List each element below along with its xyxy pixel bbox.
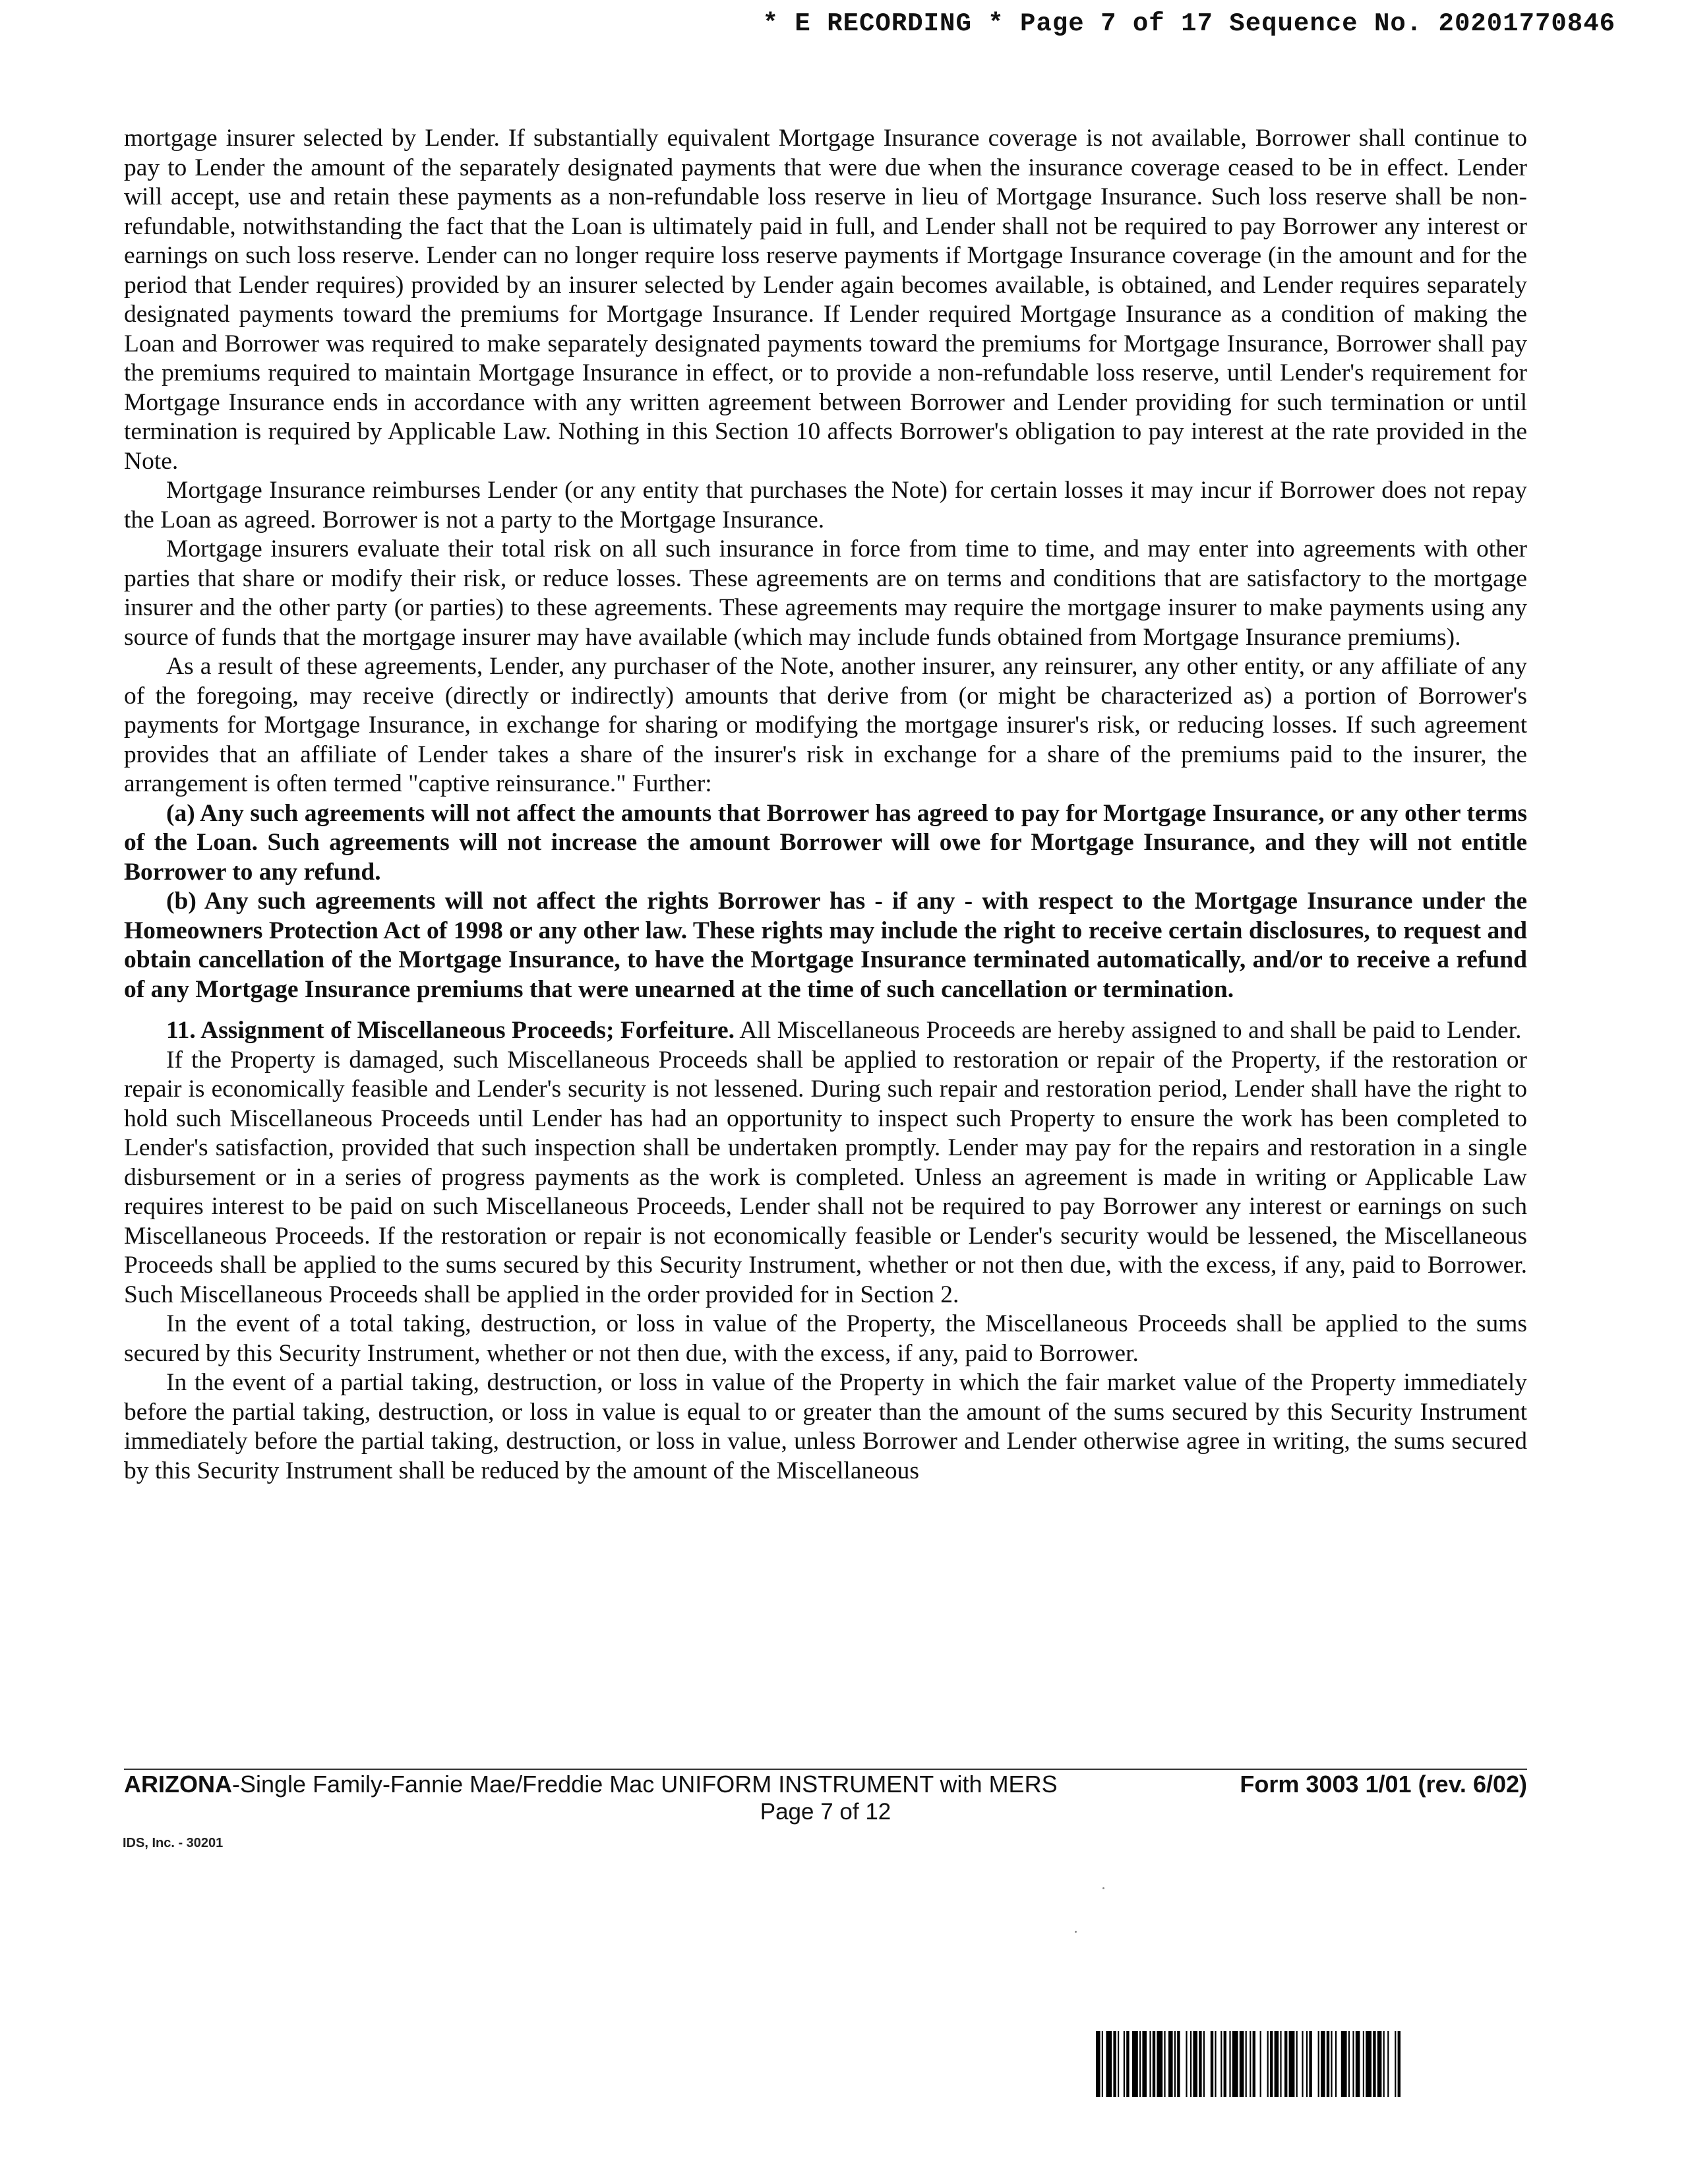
barcode-bar <box>1250 2031 1251 2097</box>
barcode-bar <box>1102 2031 1103 2097</box>
barcode-bar <box>1203 2031 1205 2097</box>
barcode-bar <box>1296 2031 1298 2097</box>
recording-header: * E RECORDING * Page 7 of 17 Sequence No. 20201770846 <box>762 9 1615 38</box>
barcode-bar <box>1199 2031 1201 2097</box>
footer-form-description: -Single Family-Fannie Mae/Freddie Mac UNIFORM INSTRUMENT with MERS <box>232 1771 1058 1798</box>
barcode-icon <box>1096 2031 1535 2097</box>
barcode-bar <box>1215 2031 1216 2097</box>
footer-form-number: Form 3003 1/01 (rev. 6/02) <box>1240 1771 1527 1798</box>
barcode-bar <box>1309 2031 1311 2097</box>
barcode-bar <box>1186 2031 1187 2097</box>
barcode-bar <box>1280 2031 1281 2097</box>
barcode-bar <box>1132 2031 1138 2097</box>
barcode-bar <box>1363 2031 1364 2097</box>
barcode-bar <box>1302 2031 1303 2097</box>
barcode-bar <box>1267 2031 1269 2097</box>
barcode-bar <box>1153 2031 1155 2097</box>
section-11 <box>124 1016 1527 1046</box>
barcode-bar <box>1240 2031 1244 2097</box>
barcode-bar <box>1096 2031 1100 2097</box>
barcode-bar <box>1168 2031 1173 2097</box>
barcode-bar <box>1224 2031 1226 2097</box>
paragraph-property-damaged: If the Property is damaged, such Miscellaneous Proceeds shall be applied to restoration or repair of the Property, if the restoration or repair is economically feasible and Lender's security is not lessened. During such repair and restoration period, Lender shall have the right to hold such Miscellaneous Proceeds until Lender has had an opportunity to inspect such Property to ensure the work has been completed to Lender's satisfaction, provided that such inspection shall be undertaken promptly. Lender may pay for the repairs and restoration in a single disbursement or in a series of progress payments as the work is completed. Unless an agreement is made in writing or Applicable Law requires interest to be paid on such Miscellaneous Proceeds, Lender shall not be required to pay Borrower any interest or earnings on such Miscellaneous Proceeds. If the restoration or repair is not economically feasible or Lender's security would be lessened, the Miscellaneous Proceeds shall be applied to the sums secured by this Security Instrument, whether or not then due, with the excess, if any, paid to Borrower. Such Miscellaneous Proceeds shall be applied in the order provided for in Section 2. <box>124 1046 1527 1308</box>
paragraph-insurers-evaluate: Mortgage insurers evaluate their total risk on all such insurance in force from time to time, and may enter into agreements with other parties that share or modify their risk, or reduce losses. These agreements are on terms and conditions that are satisfactory to the mortgage insurer and the other party (or parties) to these agreements. These agreements may require the mortgage insurer to make payments using any source of funds that the mortgage insurer may have available (which may include funds obtained from Mortgage Insurance premiums). <box>124 535 1527 651</box>
section-11-heading: 11. Assignment of Miscellaneous Proceeds; Forfeiture. <box>166 1017 735 1044</box>
barcode-bar <box>1284 2031 1287 2097</box>
footer-state: ARIZONA <box>124 1771 232 1798</box>
barcode-bar <box>1321 2031 1325 2097</box>
paragraph-mortgage-insurer: mortgage insurer selected by Lender. If substantially equivalent Mortgage Insurance coverage is not available, Borrower shall continue to pay to Lender the amount of the separately designated payments that were due when the insurance coverage ceased to be in effect. Lender will accept, use and retain these payments as a non-refundable loss reserve in lieu of Mortgage Insurance. Such loss reserve shall be non-refundable, notwithstanding the fact that the Loan is ultimately paid in full, and Lender shall not be required to pay Borrower any interest or earnings on such loss reserve. Lender can no longer require loss reserve payments if Mortgage Insurance coverage (in the amount and for the period that Lender requires) provided by an insurer selected by Lender again becomes available, is obtained, and Lender requires separately designated payments toward the premiums for Mortgage Insurance. If Lender required Mortgage Insurance as a condition of making the Loan and Borrower was required to make separately designated payments toward the premiums for Mortgage Insurance, Borrower shall pay the premiums required to maintain Mortgage Insurance in effect, or to provide a non-refundable loss reserve, until Lender's requirement for Mortgage Insurance ends in accordance with any written agreement between Borrower and Lender providing for such termination or until termination is required by Applicable Law. Nothing in this Section 10 affects Borrower's obligation to pay interest at the rate provided in the Note. <box>124 125 1527 475</box>
barcode-bar <box>1190 2031 1191 2097</box>
barcode-bar <box>1335 2031 1337 2097</box>
footer-page-number: Page 7 of 12 <box>760 1799 891 1825</box>
scan-speck <box>1075 1931 1077 1933</box>
barcode-bar <box>1348 2031 1350 2097</box>
barcode-bar <box>1331 2031 1332 2097</box>
barcode-bar <box>1221 2031 1222 2097</box>
barcode-bar <box>1306 2031 1308 2097</box>
barcode-bar <box>1275 2031 1279 2097</box>
barcode-bar <box>1270 2031 1273 2097</box>
barcode-bar <box>1177 2031 1180 2097</box>
barcode-bar <box>1366 2031 1372 2097</box>
barcode-bar <box>1149 2031 1151 2097</box>
barcode-bar <box>1229 2031 1230 2097</box>
footer-ids-code: IDS, Inc. - 30201 <box>123 1836 224 1850</box>
barcode-bar <box>1106 2031 1112 2097</box>
barcode-bar <box>1126 2031 1129 2097</box>
barcode-bar <box>1193 2031 1197 2097</box>
barcode-bar <box>1164 2031 1165 2097</box>
barcode-bar <box>1157 2031 1162 2097</box>
barcode-bar <box>1142 2031 1147 2097</box>
footer-form-title <box>124 1770 1058 1799</box>
barcode-bar <box>1174 2031 1176 2097</box>
barcode-bar <box>1395 2031 1396 2097</box>
document-body <box>124 124 1527 1486</box>
barcode-bar <box>1383 2031 1385 2097</box>
barcode-bar <box>1356 2031 1360 2097</box>
paragraph-agreements-result: As a result of these agreements, Lender, any purchaser of the Note, another insurer, any reinsurer, any other entity, or any affiliate of any of the foregoing, may receive (directly or indirectly) amounts that derive from (or might be characterized as) a portion of Borrower's payments for Mortgage Insurance, in exchange for sharing or modifying the mortgage insurer's risk, or reducing losses. If such agreement provides that an affiliate of Lender takes a share of the insurer's risk in exchange for a share of the premiums paid to the insurer, the arrangement is often termed "captive reinsurance." Further: <box>124 653 1527 797</box>
barcode-bar <box>1253 2031 1255 2097</box>
barcode-bar <box>1352 2031 1354 2097</box>
barcode-bar <box>1246 2031 1247 2097</box>
barcode-bar <box>1113 2031 1116 2097</box>
barcode-bar <box>1318 2031 1319 2097</box>
barcode-bar <box>1124 2031 1125 2097</box>
paragraph-partial-taking: In the event of a partial taking, destruction, or loss in value of the Property in which the fair market value of the Property immediately before the partial taking, destruction, or loss in value is equal to or greater than the amount of the sums secured by this Security Instrument immediately before the partial taking, destruction, or loss in value, unless Borrower and Lender otherwise agree in writing, the sums secured by this Security Instrument shall be reduced by the amount of the Miscellaneous <box>124 1369 1527 1484</box>
barcode-bar <box>1260 2031 1261 2097</box>
barcode-bar <box>1373 2031 1375 2097</box>
barcode-bar <box>1211 2031 1213 2097</box>
barcode-bar <box>1377 2031 1382 2097</box>
section-11-text: All Miscellaneous Proceeds are hereby assigned to and shall be paid to Lender. <box>735 1017 1522 1044</box>
barcode-bar <box>1232 2031 1238 2097</box>
barcode-bar <box>1327 2031 1329 2097</box>
barcode-bar <box>1398 2031 1401 2097</box>
paragraph-total-taking: In the event of a total taking, destruction, or loss in value of the Property, the Miscellaneous Proceeds shall be applied to the sums secured by this Security Instrument, whether or not then due, with the excess, if any, paid to Borrower. <box>124 1310 1527 1367</box>
barcode-bar <box>1341 2031 1347 2097</box>
scan-speck <box>1102 1887 1104 1889</box>
barcode-bar <box>1118 2031 1119 2097</box>
paragraph-clause-a: (a) Any such agreements will not affect the amounts that Borrower has agreed to pay for Mortgage Insurance, or any other terms of the Loan. Such agreements will not increase the amount Borrower will owe for Mortgage Insurance, and they will not entitle Borrower to any refund. <box>124 799 1527 886</box>
footer-form-line <box>124 1770 1527 1799</box>
paragraph-reimburses: Mortgage Insurance reimburses Lender (or any entity that purchases the Note) for certain losses it may incur if Borrower does not repay the Loan as agreed. Borrower is not a party to the Mortgage Insurance. <box>124 477 1527 533</box>
barcode-bar <box>1289 2031 1295 2097</box>
barcode-bar <box>1387 2031 1389 2097</box>
barcode-bar <box>1139 2031 1141 2097</box>
paragraph-clause-b: (b) Any such agreements will not affect the rights Borrower has - if any - with respect to the Mortgage Insurance under the Homeowners Protection Act of 1998 or any other law. These rights may include the right to receive certain disclosures, to request and obtain cancellation of the Mortgage Insurance, to have the Mortgage Insurance terminated automatically, and/or to receive a refund of any Mortgage Insurance premiums that were unearned at the time of such cancellation or termination. <box>124 888 1527 1003</box>
